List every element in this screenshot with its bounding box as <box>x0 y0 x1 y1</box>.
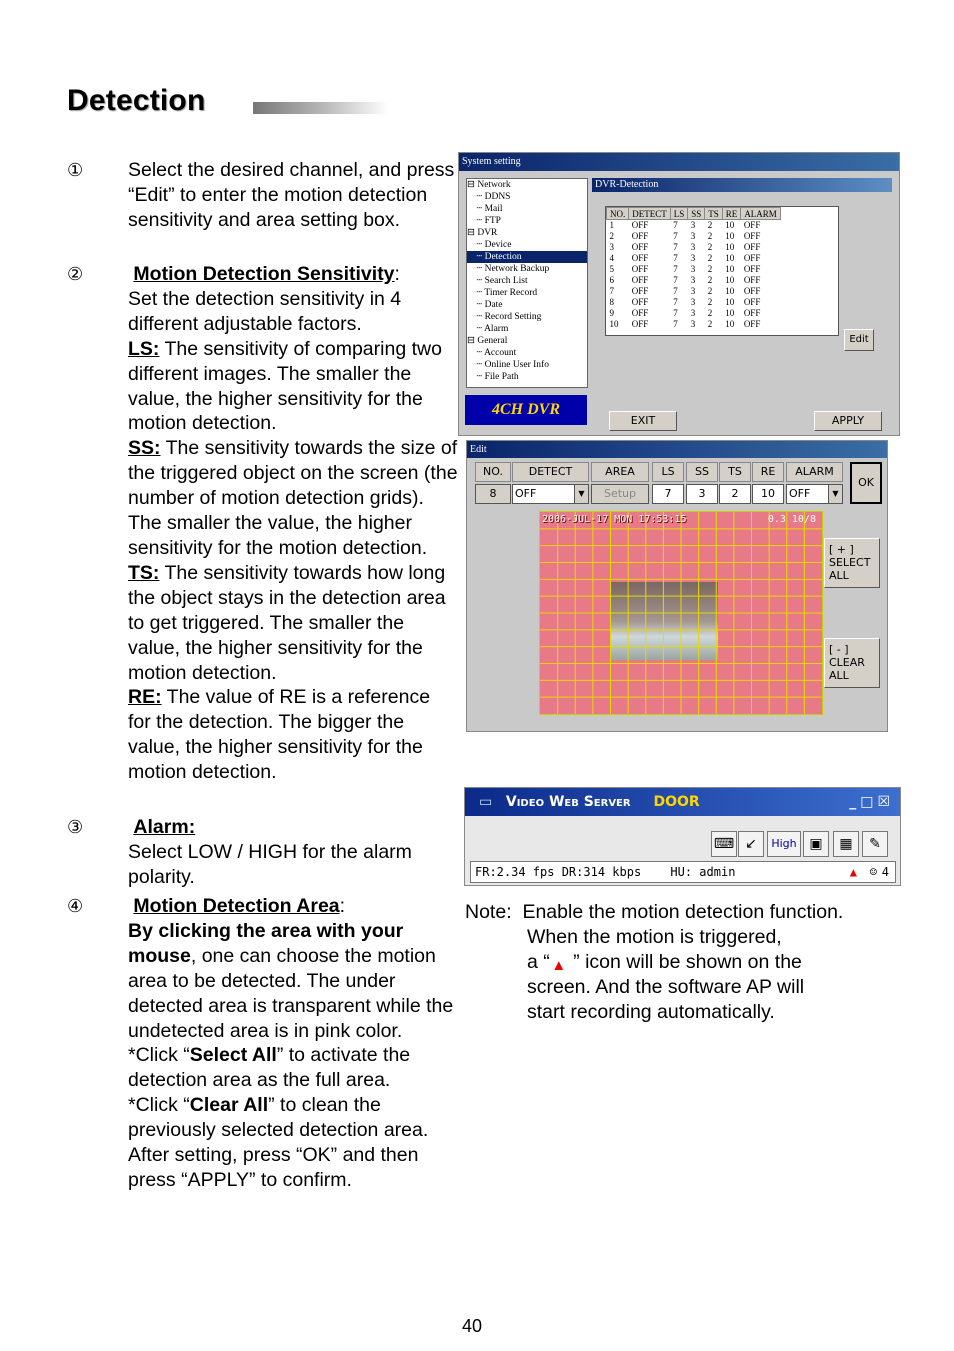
alarm-heading: Alarm: <box>133 816 196 838</box>
settings-tree <box>466 178 588 388</box>
column-header: RE <box>722 208 741 220</box>
table-cell: 3 <box>609 242 614 252</box>
table-cell: 2 <box>707 220 713 230</box>
hdr-re: RE <box>752 462 784 482</box>
hdr-alarm: ALARM <box>786 462 843 482</box>
table-row[interactable] <box>607 319 781 330</box>
note-line-3 <box>465 950 905 975</box>
area-heading-suffix: : <box>339 895 346 917</box>
tree-item[interactable]: ┄ Timer Record <box>467 288 538 298</box>
table-cell: OFF <box>631 264 649 274</box>
area-description <box>128 919 458 1044</box>
table-cell: 10 <box>725 231 735 241</box>
camera-timestamp: 2006-JUL-17 MON 17:53:15 <box>542 514 687 525</box>
table-cell: 2 <box>707 286 713 296</box>
person-icon: ☺ <box>869 865 877 879</box>
table-cell: OFF <box>631 242 649 252</box>
table-cell: 7 <box>673 308 678 318</box>
term-ts-text: The sensitivity towards how long the object stays in the detection area to get triggered. The smaller the value, the higher sensitivity for the motion detection. <box>128 561 446 684</box>
edit-dialog <box>466 440 888 732</box>
select-all-line3: ALL <box>829 569 849 582</box>
ok-button[interactable]: OK <box>850 462 882 504</box>
table-cell: 3 <box>690 220 696 230</box>
area-heading: Motion Detection Area <box>133 895 340 917</box>
table-row[interactable] <box>607 264 781 275</box>
user-count: 4 <box>881 865 889 879</box>
clear-all-line1: [ - ] <box>829 643 849 656</box>
server-icon: ▭ <box>479 794 493 810</box>
table-cell: OFF <box>743 275 761 285</box>
film-icon[interactable]: ▦ <box>833 831 859 857</box>
tree-item[interactable]: ┄ File Path <box>467 372 519 382</box>
tree-item[interactable]: ⊟ Network <box>467 180 511 190</box>
select-all-line2: SELECT <box>829 556 871 569</box>
column-header: LS <box>670 208 688 220</box>
item-marker-2: ② <box>67 264 84 285</box>
minimize-icon[interactable]: _ <box>849 794 861 810</box>
table-cell: 2 <box>707 231 713 241</box>
vws-title: Video Web Server <box>505 794 631 810</box>
table-cell: 10 <box>725 319 735 329</box>
video-web-server-window <box>464 787 901 886</box>
table-cell: 7 <box>673 319 678 329</box>
edit-dialog-title: Edit <box>467 441 887 458</box>
tree-item[interactable]: ┄ FTP <box>467 216 501 226</box>
clear-all-note <box>128 1093 458 1143</box>
term-re-label: RE: <box>128 686 162 709</box>
note-text-1: Enable the motion detection function. <box>522 901 844 923</box>
table-cell: 10 <box>725 308 735 318</box>
table-cell: 7 <box>673 297 678 307</box>
select-all-button[interactable] <box>824 538 880 588</box>
table-cell: OFF <box>631 308 649 318</box>
table-cell: 10 <box>725 220 735 230</box>
exit-button[interactable]: EXIT <box>609 411 677 431</box>
re-field[interactable]: 10 <box>752 484 784 504</box>
table-cell: 3 <box>690 275 696 285</box>
edit-button[interactable]: Edit <box>844 329 874 351</box>
note-label: Note: <box>465 901 512 923</box>
system-setting-window <box>458 152 900 436</box>
dvr-detection-title: DVR-Detection <box>592 178 892 192</box>
table-cell: 10 <box>609 319 619 329</box>
table-cell: OFF <box>743 242 761 252</box>
term-ss-label: SS: <box>128 437 161 460</box>
table-cell: 4 <box>609 253 614 263</box>
hdr-ts: TS <box>719 462 751 482</box>
vws-titlebar <box>465 788 900 816</box>
table-cell: 7 <box>673 253 678 263</box>
table-cell: 5 <box>609 264 614 274</box>
select-all-note <box>128 1043 458 1093</box>
table-cell: 3 <box>690 297 696 307</box>
note-line3-pre: a “ <box>527 950 550 973</box>
dvr-detection-panel <box>592 178 892 386</box>
column-header: ALARM <box>741 208 781 220</box>
tree-item[interactable]: ┄ Detection <box>467 251 587 263</box>
clear-all-button[interactable] <box>824 638 880 688</box>
item-4-text <box>128 894 458 1193</box>
table-cell: 7 <box>673 275 678 285</box>
table-cell: 10 <box>725 297 735 307</box>
table-cell: OFF <box>631 286 649 296</box>
table-row[interactable] <box>607 253 781 264</box>
table-cell: OFF <box>631 297 649 307</box>
hdr-area: AREA <box>591 462 649 482</box>
table-cell: 2 <box>707 275 713 285</box>
tree-item[interactable]: ┄ Account <box>467 348 517 358</box>
table-cell: 6 <box>609 275 614 285</box>
term-ts-label: TS: <box>128 561 160 584</box>
select-all-line1: [ + ] <box>829 543 854 556</box>
ls-field[interactable]: 7 <box>652 484 684 504</box>
table-cell: 10 <box>725 242 735 252</box>
area-setup-button[interactable]: Setup <box>591 484 649 504</box>
table-cell: OFF <box>743 264 761 274</box>
item-marker-1: ① <box>67 160 84 181</box>
dvr-logo: 4CH DVR <box>464 394 588 426</box>
tree-item[interactable]: ┄ Record Setting <box>467 312 542 322</box>
camera-id: 0.3 10/8 <box>767 514 816 525</box>
note-line-2: When the motion is triggered, <box>527 925 782 948</box>
tree-item[interactable]: ┄ DDNS <box>467 192 511 202</box>
sensitivity-heading: Motion Detection Sensitivity <box>133 263 395 285</box>
table-cell: 8 <box>609 297 614 307</box>
resize-icon[interactable]: ↙ <box>738 831 764 857</box>
vws-status-bar <box>470 861 896 883</box>
area-text2: After setting, press “OK” and then press “APPLY” to confirm. <box>128 1144 419 1191</box>
term-ts <box>128 561 458 686</box>
table-cell: OFF <box>631 231 649 241</box>
table-cell: 9 <box>609 308 614 318</box>
note-block <box>465 900 905 1025</box>
click1-bold: Select All <box>189 1044 277 1067</box>
table-cell: 10 <box>725 253 735 263</box>
sensitivity-heading-line <box>128 262 458 287</box>
table-cell: OFF <box>743 319 761 329</box>
title-decoration-bar <box>253 102 388 114</box>
alarm-text: Select LOW / HIGH for the alarm polarity. <box>128 840 412 888</box>
item-marker-4: ④ <box>67 896 84 917</box>
table-cell: 3 <box>690 253 696 263</box>
window-controls[interactable] <box>849 788 894 816</box>
sensitivity-intro: Set the detection sensitivity in 4 different adjustable factors. <box>128 287 402 335</box>
quality-button[interactable]: High <box>767 831 801 857</box>
tree-item[interactable]: ┄ Alarm <box>467 324 509 334</box>
column-header: SS <box>688 208 705 220</box>
channel-table[interactable] <box>605 206 839 336</box>
heading-suffix: : <box>394 263 400 285</box>
alarm-dropdown-icon[interactable]: ▼ <box>828 484 843 504</box>
tree-item[interactable]: ┄ Online User Info <box>467 360 549 370</box>
clear-all-line3: ALL <box>829 669 849 682</box>
table-cell: 2 <box>707 297 713 307</box>
area-bold-lead: By clicking the area with your mouse <box>128 919 404 967</box>
item-3-text <box>128 815 458 890</box>
column-header: TS <box>705 208 723 220</box>
area-heading-line <box>128 894 458 919</box>
table-cell: 10 <box>725 275 735 285</box>
hdr-no: NO. <box>475 462 511 482</box>
tree-item[interactable]: ⊟ DVR <box>467 228 498 238</box>
click2-pre: *Click “ <box>128 1094 190 1117</box>
table-cell: OFF <box>631 319 649 329</box>
alarm-light-icon: ▲ <box>551 956 567 974</box>
table-row[interactable] <box>607 275 781 286</box>
vws-channel: DOOR <box>653 794 700 810</box>
click2-post: ” to clean the previously selected detection area. <box>128 1094 429 1142</box>
no-field: 8 <box>475 484 511 504</box>
note-line3-post: ” icon will be shown on the <box>567 950 802 973</box>
alarm-select[interactable]: OFF <box>786 484 830 504</box>
table-row[interactable] <box>607 297 781 308</box>
item-marker-3: ③ <box>67 817 84 838</box>
system-setting-title: System setting <box>459 153 899 171</box>
table-row[interactable] <box>607 242 781 253</box>
table-cell: 3 <box>690 242 696 252</box>
table-cell: 7 <box>673 231 678 241</box>
alarm-icon: ▲ <box>849 865 857 879</box>
table-cell: 2 <box>707 308 713 318</box>
page-title: Detection <box>67 84 206 117</box>
table-cell: 3 <box>690 319 696 329</box>
table-cell: 2 <box>707 319 713 329</box>
alarm-heading-line <box>128 815 458 840</box>
camera-icon[interactable]: ▣ <box>803 831 829 857</box>
table-row[interactable] <box>607 231 781 242</box>
table-cell: 2 <box>609 231 614 241</box>
settings-icon[interactable]: ✎ <box>862 831 888 857</box>
table-cell: 2 <box>707 253 713 263</box>
column-header: NO. <box>607 208 629 220</box>
table-cell: OFF <box>743 286 761 296</box>
user-status: HU: admin <box>670 865 736 879</box>
table-cell: OFF <box>631 275 649 285</box>
table-cell: 7 <box>673 286 678 296</box>
hdr-ls: LS <box>652 462 684 482</box>
note-line-1 <box>465 900 905 925</box>
table-cell: 2 <box>707 264 713 274</box>
term-ls-text: The sensitivity of comparing two different images. The smaller the value, the higher sensitivity for the motion detection. <box>128 337 442 435</box>
tree-item[interactable]: ┄ Date <box>467 300 503 310</box>
apply-button[interactable]: APPLY <box>814 411 882 431</box>
item-1-text <box>128 158 458 233</box>
table-cell: 3 <box>690 308 696 318</box>
table-cell: OFF <box>743 308 761 318</box>
table-cell: 2 <box>707 242 713 252</box>
term-re <box>128 685 458 785</box>
tree-item[interactable]: ┄ Network Backup <box>467 264 550 274</box>
tree-item[interactable]: ┄ Device <box>467 240 512 250</box>
table-cell: 3 <box>690 231 696 241</box>
term-ss <box>128 436 458 561</box>
table-cell: OFF <box>743 231 761 241</box>
close-icon[interactable]: ☒ <box>877 794 894 810</box>
table-cell: 1 <box>609 220 614 230</box>
table-cell: 7 <box>673 220 678 230</box>
table-cell: OFF <box>631 220 649 230</box>
term-ss-text: The sensitivity towards the size of the triggered object on the screen (the number of motion detection grids). The smaller the value, the higher sensitivity for the motion detection. <box>128 437 458 559</box>
term-re-text: The value of RE is a reference for the detection. The bigger the value, the higher sensitivity for the motion detection. <box>128 686 431 784</box>
page-number: 40 <box>462 1316 483 1336</box>
detection-grid[interactable] <box>539 511 823 715</box>
grid-lines <box>540 512 822 714</box>
term-ls <box>128 337 458 437</box>
table-row[interactable] <box>607 308 781 319</box>
table-cell: 10 <box>725 264 735 274</box>
table-cell: 3 <box>690 286 696 296</box>
item-1-paragraph: Select the desired channel, and press “Edit” to enter the motion detection sensitivity and area setting box. <box>128 159 455 231</box>
ts-field[interactable]: 2 <box>719 484 751 504</box>
term-ls-label: LS: <box>128 337 160 360</box>
table-cell: OFF <box>743 253 761 263</box>
item-2-text <box>128 262 458 785</box>
tree-item[interactable]: ⊟ General <box>467 336 508 346</box>
hdr-detect: DETECT <box>512 462 589 482</box>
table-cell: 7 <box>673 242 678 252</box>
tree-item[interactable]: ┄ Search List <box>467 276 528 286</box>
column-header: DETECT <box>629 208 671 220</box>
table-cell: OFF <box>743 297 761 307</box>
clear-all-line2: CLEAR <box>829 656 865 669</box>
table-cell: 7 <box>609 286 614 296</box>
detect-dropdown-icon[interactable]: ▼ <box>574 484 589 504</box>
click2-bold: Clear All <box>189 1094 269 1117</box>
table-cell: OFF <box>743 220 761 230</box>
record-icon[interactable]: ⌨ <box>711 831 737 857</box>
maximize-icon[interactable]: □ <box>860 794 878 810</box>
note-line-4: screen. And the software AP will <box>527 975 805 998</box>
area-text1: , one can choose the motion area to be detected. The under detected area is transparent while the undetected area is in pink color. <box>128 944 454 1042</box>
note-line-5: start recording automatically. <box>527 1000 775 1023</box>
hdr-ss: SS <box>686 462 718 482</box>
table-cell: OFF <box>631 253 649 263</box>
ss-field[interactable]: 3 <box>686 484 718 504</box>
table-row[interactable] <box>607 220 781 232</box>
tree-item[interactable]: ┄ Mail <box>467 204 503 214</box>
click1-post: ” to activate the detection area as the full area. <box>128 1044 411 1092</box>
frame-rate-status: FR:2.34 fps DR:314 kbps <box>475 865 642 879</box>
table-cell: 7 <box>673 264 678 274</box>
click1-pre: *Click “ <box>128 1044 190 1067</box>
table-cell: 10 <box>725 286 735 296</box>
table-row[interactable] <box>607 286 781 297</box>
table-cell: 3 <box>690 264 696 274</box>
detect-select[interactable]: OFF <box>512 484 577 504</box>
